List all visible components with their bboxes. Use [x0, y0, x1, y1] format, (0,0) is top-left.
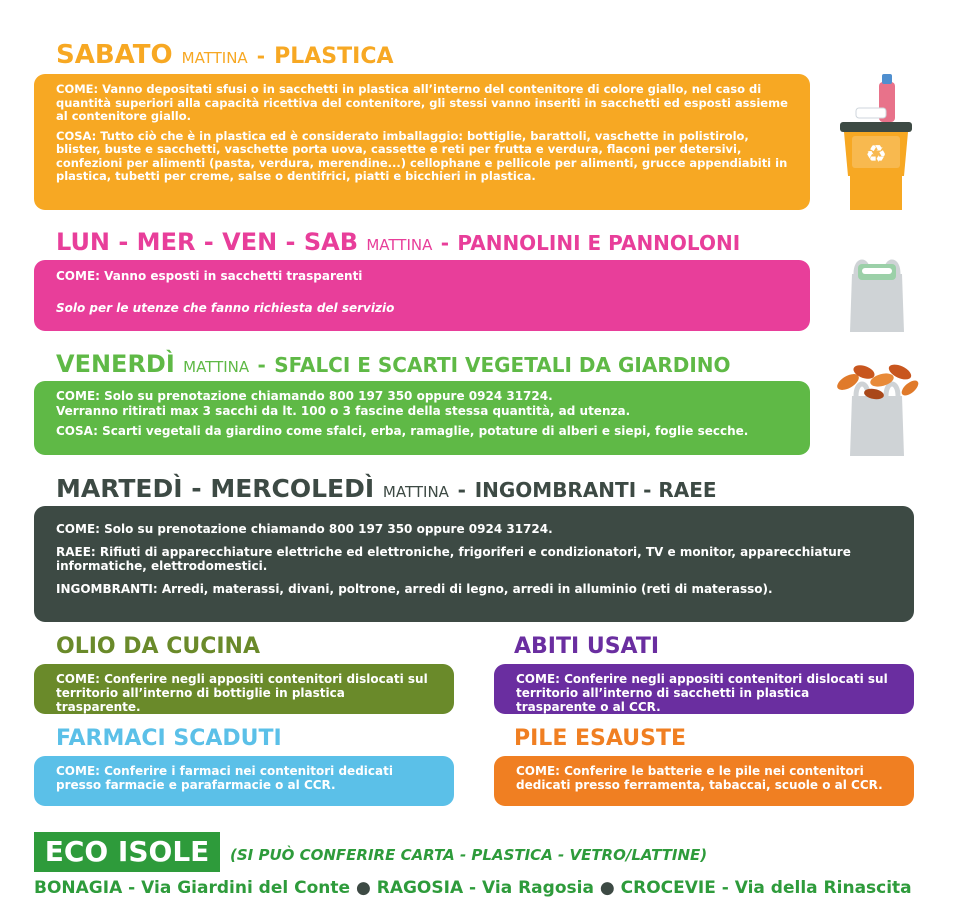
verde-cosa: COSA: Scarti vegetali da giardino come sfalci, erba, ramaglie, potature di alberi e siepi, foglie secche.: [56, 424, 749, 438]
raee-raee: RAEE: Rifiuti di apparecchiature elettriche ed elettroniche, frigoriferi e condizionatori, TV e monitor, apparecchiature informatiche, elettrodomestici.: [56, 545, 851, 573]
pannolini-time: MATTINA: [366, 236, 433, 254]
abiti-text: COME: Conferire negli appositi contenitori dislocati sul territorio all’interno di sacchetti in plastica trasparente o al CCR.: [516, 672, 888, 714]
plastica-time: MATTINA: [181, 49, 248, 67]
olio-title: OLIO DA CUCINA: [56, 634, 260, 659]
abiti-title: ABITI USATI: [514, 634, 660, 659]
farmaci-box: [34, 756, 454, 806]
location-ragosia-address: - Via Ragosia: [469, 878, 594, 898]
verde-come: COME: Solo su prenotazione chiamando 800 197 350 oppure 0924 31724.: [56, 389, 553, 403]
raee-name: INGOMBRANTI - RAEE: [474, 478, 717, 502]
svg-text:♻: ♻: [865, 140, 887, 168]
pannolini-come: COME: Vanno esposti in sacchetti trasparenti: [56, 269, 363, 283]
verde-title: [56, 352, 731, 376]
location-ragosia-name: RAGOSIA: [376, 878, 464, 898]
leaves-bag-icon: [834, 360, 920, 458]
plastica-name: PLASTICA: [274, 44, 394, 69]
farmaci-title: FARMACI SCADUTI: [56, 726, 282, 751]
abiti-box: [494, 664, 914, 714]
pannolini-name: PANNOLINI E PANNOLONI: [457, 231, 741, 255]
raee-title: [56, 476, 717, 501]
pannolini-sep: -: [440, 231, 450, 255]
pile-box: [494, 756, 914, 806]
pannolini-note: Solo per le utenze che fanno richiesta del servizio: [56, 301, 395, 315]
olio-box: [34, 664, 454, 714]
plastica-sep: -: [256, 44, 266, 68]
pannolini-box: [34, 260, 810, 331]
pannolini-title: [56, 230, 740, 254]
raee-ingombranti: INGOMBRANTI: Arredi, materassi, divani, poltrone, arredi di legno, arredi in alluminio (reti di materasso).: [56, 582, 773, 596]
bullet-icon: ●: [599, 878, 615, 898]
raee-sep: -: [457, 478, 466, 502]
location-crocevie-address: - Via della Rinascita: [721, 878, 912, 898]
pannolini-day: LUN - MER - VEN - SAB: [56, 228, 358, 256]
pile-text: COME: Conferire le batterie e le pile nei contenitori dedicati presso ferramenta, tabaccai, scuole o al CCR.: [516, 764, 883, 792]
plastica-day: SABATO: [56, 40, 173, 70]
verde-box: [34, 381, 810, 455]
verde-time: MATTINA: [183, 358, 250, 376]
bullet-icon: ●: [355, 878, 371, 898]
eco-title-badge: [34, 832, 220, 872]
plastica-cosa: COSA: Tutto ciò che è in plastica ed è considerato imballaggio: bottiglie, barattoli, vaschette in polistirolo, blister, buste e sacchetti, vaschette porta uova, cassette e reti per frutta e verdura, flaconi per detersivi, confezioni per alimenti (pasta, verdura, merendine...) cellophane e pellicole per alimenti, grucce appendiabiti in plastica, tubetti per creme, salse o dentifrici, piatti e bicchieri in plastica.: [56, 128, 788, 183]
eco-locations: [34, 878, 912, 898]
plastica-title: [56, 42, 394, 68]
verde-come2: Verranno ritirati max 3 sacchi da lt. 100 o 3 fascine della stessa quantità, ad utenza.: [56, 404, 631, 418]
olio-text: COME: Conferire negli appositi contenitori dislocati sul territorio all’interno di bottiglie in plastica trasparente.: [56, 672, 428, 714]
plastica-box: [34, 74, 810, 210]
location-crocevie-name: CROCEVIE: [620, 878, 716, 898]
location-bonagia-address: - Via Giardini del Conte: [128, 878, 351, 898]
verde-sep: -: [257, 353, 266, 377]
verde-day: VENERDÌ: [56, 350, 175, 378]
plastica-come: COME: Vanno depositati sfusi o in sacchetti in plastica all’interno del contenitore di colore giallo, nel caso di quantità superiori alla capacità ricettiva del contenitore, gli stessi vanno inseriti in sacchetti ed esposti assieme al contenitore giallo.: [56, 82, 788, 123]
raee-day: MARTEDÌ - MERCOLEDÌ: [56, 474, 375, 503]
raee-time: MATTINA: [382, 483, 449, 501]
eco-title: ECO ISOLE: [44, 835, 210, 868]
diaper-bag-icon: [846, 256, 908, 334]
recycling-bin-icon: [834, 72, 918, 212]
verde-name: SFALCI E SCARTI VEGETALI DA GIARDINO: [274, 353, 731, 377]
pile-title: PILE ESAUSTE: [514, 726, 686, 751]
raee-come: COME: Solo su prenotazione chiamando 800 197 350 oppure 0924 31724.: [56, 522, 553, 536]
farmaci-text: COME: Conferire i farmaci nei contenitori dedicati presso farmacie e parafarmacie o al CCR.: [56, 764, 393, 792]
location-bonagia-name: BONAGIA: [34, 878, 123, 898]
eco-subtitle: (SI PUÒ CONFERIRE CARTA - PLASTICA - VETRO/LATTINE): [230, 846, 708, 864]
raee-box: [34, 506, 914, 622]
